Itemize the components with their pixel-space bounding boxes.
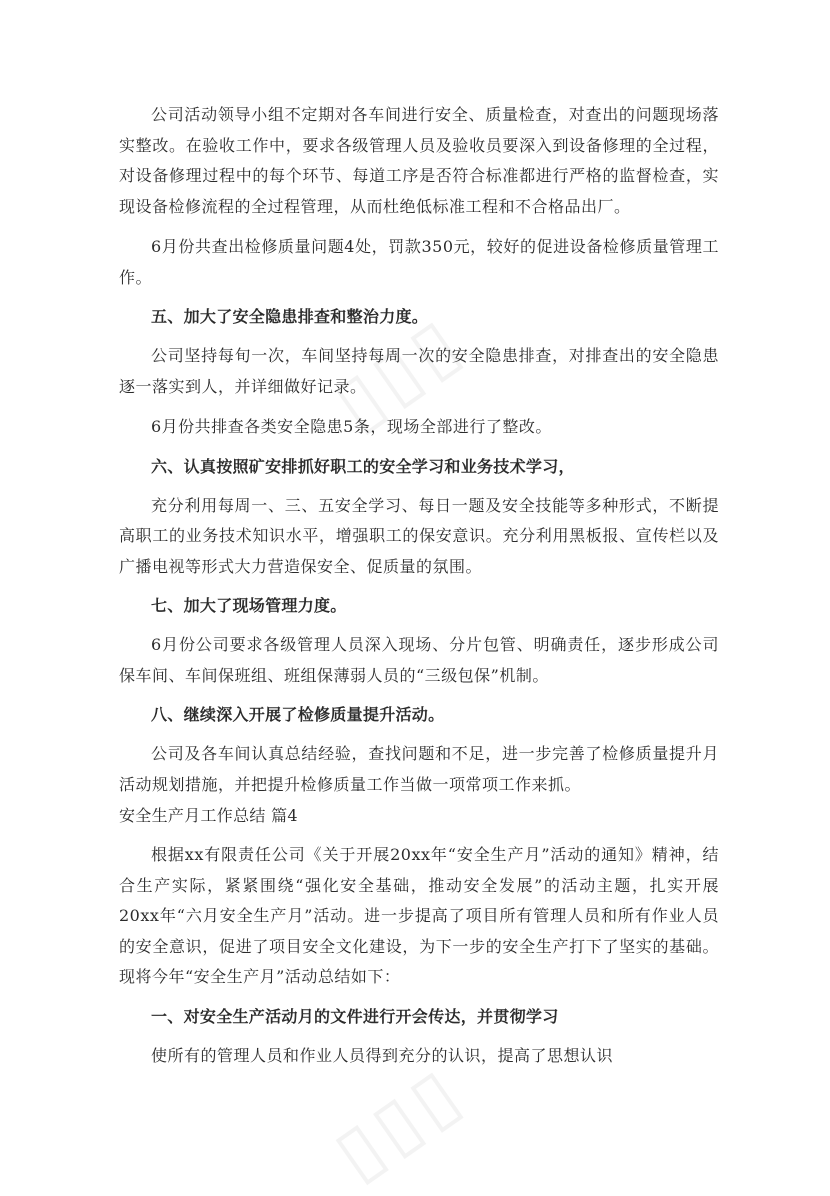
section-heading: 五、加大了安全隐患排查和整治力度。: [151, 307, 429, 326]
article-subtitle: 安全生产月工作总结 篇4: [119, 806, 298, 825]
section-heading: 一、对安全生产活动月的文件进行开会传达，并贯彻学习: [151, 1006, 559, 1026]
paragraph: 充分利用每周一、三、五安全学习、每日一题及安全技能等多种形式，不断提高职工的业务技术知识水平，增强职工的保安意识。充分利用黑板报、宣传栏以及广播电视等形式大力营造保安全、促质量的氛围。: [119, 495, 719, 576]
paragraph: 根据xx有限责任公司《关于开展20xx年“安全生产月”活动的通知》精神，结合生产实际，紧紧围绕“强化安全基础，推动安全发展”的活动主题，扎实开展20xx年“六月安全生产月”活动。进一步提高了项目所有管理人员和所有作业人员的安全意识，促进了项目安全文化建设，为下一步的安全生产打下了坚实的基础。现将今年“安全生产月”活动总结如下：: [119, 845, 719, 986]
section-heading: 八、继续深入开展了检修质量提升活动。: [151, 705, 445, 724]
section-heading: 七、加大了现场管理力度。: [151, 596, 347, 615]
paragraph: 6月份共查出检修质量问题4处，罚款350元，较好的促进设备检修质量管理工作。: [119, 237, 719, 287]
document-body: [119, 100, 719, 1081]
paragraph: 公司活动领导小组不定期对各车间进行安全、质量检查，对查出的问题现场落实整改。在验收工作中，要求各级管理人员及验收员要深入到设备修理的全过程，对设备修理过程中的每个环节、每道工序是否符合标准都进行严格的监督检查，实现设备检修流程的全过程管理，从而杜绝低标准工程和不合格品出厂。: [119, 105, 719, 216]
section-heading: 六、认真按照矿安排抓好职工的安全学习和业务技术学习，: [151, 456, 575, 476]
paragraph: 6月份共排查各类安全隐患5条，现场全部进行了整改。: [151, 417, 552, 436]
paragraph: 公司及各车间认真总结经验，查找问题和不足，进一步完善了检修质量提升月活动规划措施，并把提升检修质量工作当做一项常项工作来抓。: [119, 744, 719, 794]
paragraph: 使所有的管理人员和作业人员得到充分的认识，提高了思想认识: [151, 1045, 614, 1065]
paragraph: 公司坚持每旬一次，车间坚持每周一次的安全隐患排查，对排查出的安全隐患逐一落实到人，并详细做好记录。: [119, 346, 719, 396]
paragraph: 6月份公司要求各级管理人员深入现场、分片包管、明确责任，逐步形成公司保车间、车间保班组、班组保薄弱人员的“三级包保”机制。: [119, 635, 719, 685]
